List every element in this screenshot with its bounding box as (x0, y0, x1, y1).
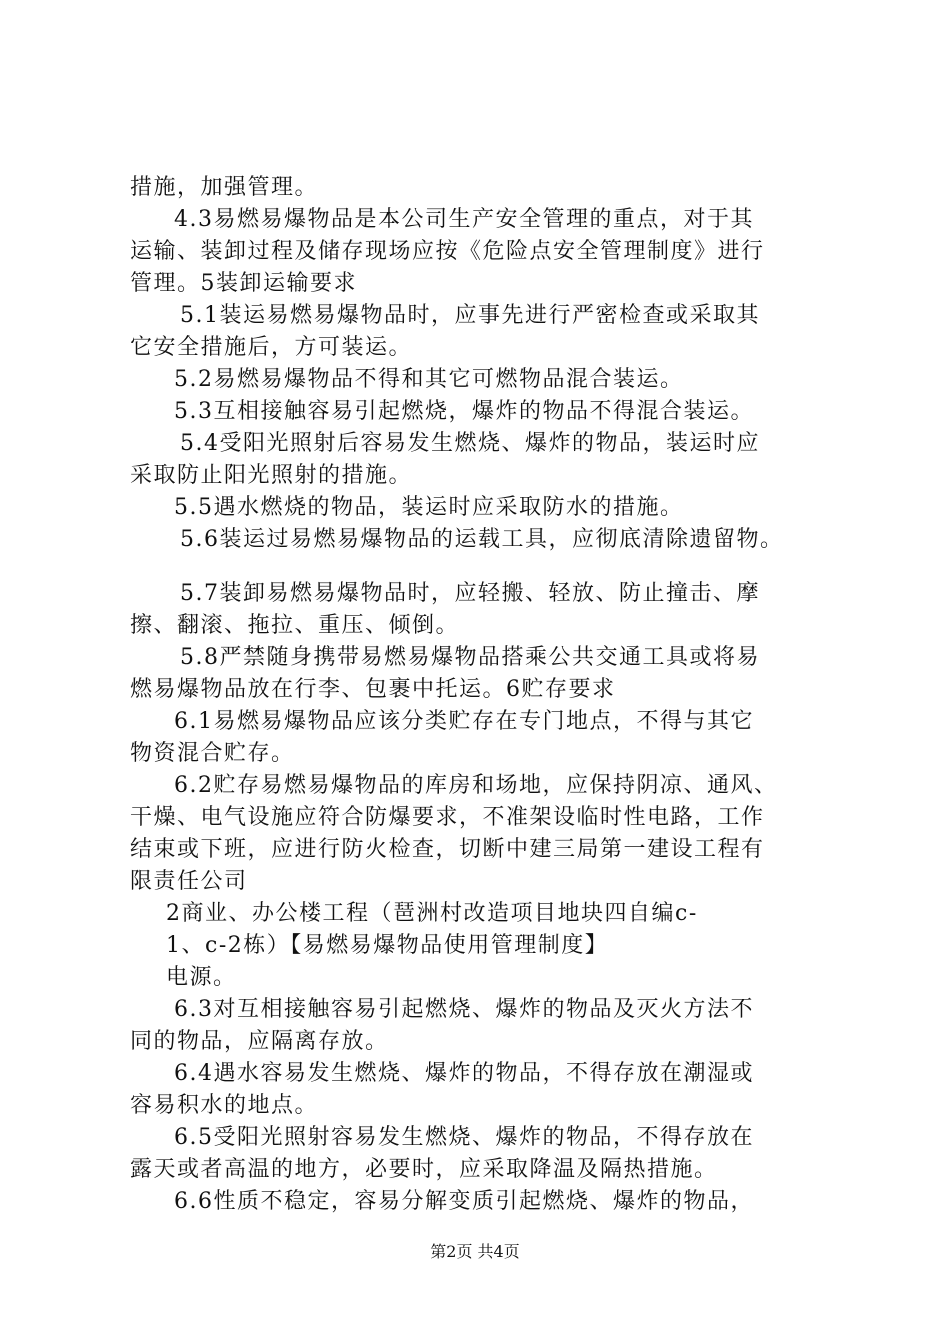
text-line: 5.8严禁随身携带易燃易爆物品搭乘公共交通工具或将易 (180, 645, 760, 670)
text-line: 物资混合贮存。 (130, 741, 295, 766)
text-line: 5.7装卸易燃易爆物品时，应轻搬、轻放、防止撞击、摩 (180, 581, 760, 606)
text-line: 擦、翻滚、拖拉、重压、倾倒。 (130, 613, 460, 638)
text-line: 6.6性质不稳定，容易分解变质引起燃烧、爆炸的物品， (174, 1189, 754, 1214)
text-line: 5.2易燃易爆物品不得和其它可燃物品混合装运。 (174, 367, 684, 392)
text-line: 1、c-2栋）【易燃易爆物品使用管理制度】 (166, 933, 609, 958)
text-line: 4.3易燃易爆物品是本公司生产安全管理的重点，对于其 (174, 207, 754, 232)
page-number: 第2页 共4页 (430, 1242, 520, 1261)
text-line: 5.6装运过易燃易爆物品的运载工具，应彻底清除遗留物。 (180, 527, 784, 552)
text-line: 采取防止阳光照射的措施。 (130, 463, 413, 488)
text-line: 5.3互相接触容易引起燃烧，爆炸的物品不得混合装运。 (174, 399, 754, 424)
text-line: 6.5受阳光照射容易发生燃烧、爆炸的物品，不得存放在 (174, 1125, 754, 1150)
text-line: 5.4受阳光照射后容易发生燃烧、爆炸的物品，装运时应 (180, 431, 760, 456)
text-line: 露天或者高温的地方，必要时，应采取降温及隔热措施。 (130, 1157, 718, 1182)
text-line: 管理。5装卸运输要求 (130, 271, 357, 296)
document-body (130, 172, 845, 1218)
text-line: 容易积水的地点。 (130, 1093, 319, 1118)
text-line: 结束或下班，应进行防火检查，切断中建三局第一建设工程有 (130, 837, 765, 862)
text-line: 6.1易燃易爆物品应该分类贮存在专门地点，不得与其它 (174, 709, 754, 734)
text-line: 2商业、办公楼工程（琶洲村改造项目地块四自编c- (166, 901, 698, 926)
text-line: 6.3对互相接触容易引起燃烧、爆炸的物品及灭火方法不 (174, 997, 754, 1022)
paragraph-gap (130, 556, 845, 578)
text-line: 措施，加强管理。 (130, 175, 319, 200)
text-line: 同的物品，应隔离存放。 (130, 1029, 389, 1054)
page-footer (0, 1242, 950, 1262)
text-line: 燃易爆物品放在行李、包裹中托运。6贮存要求 (130, 677, 616, 702)
text-line: 6.2贮存易燃易爆物品的库房和场地，应保持阴凉、通风、 (174, 773, 778, 798)
text-line: 6.4遇水容易发生燃烧、爆炸的物品，不得存放在潮湿或 (174, 1061, 754, 1086)
text-line: 运输、装卸过程及储存现场应按《危险点安全管理制度》进行 (130, 239, 765, 264)
text-line: 电源。 (166, 965, 237, 990)
text-line: 限责任公司 (130, 869, 248, 894)
text-line: 它安全措施后，方可装运。 (130, 335, 413, 360)
text-line: 5.1装运易燃易爆物品时，应事先进行严密检查或采取其 (180, 303, 760, 328)
text-line: 干燥、电气设施应符合防爆要求，不准架设临时性电路，工作 (130, 805, 765, 830)
text-line: 5.5遇水燃烧的物品，装运时应采取防水的措施。 (174, 495, 684, 520)
